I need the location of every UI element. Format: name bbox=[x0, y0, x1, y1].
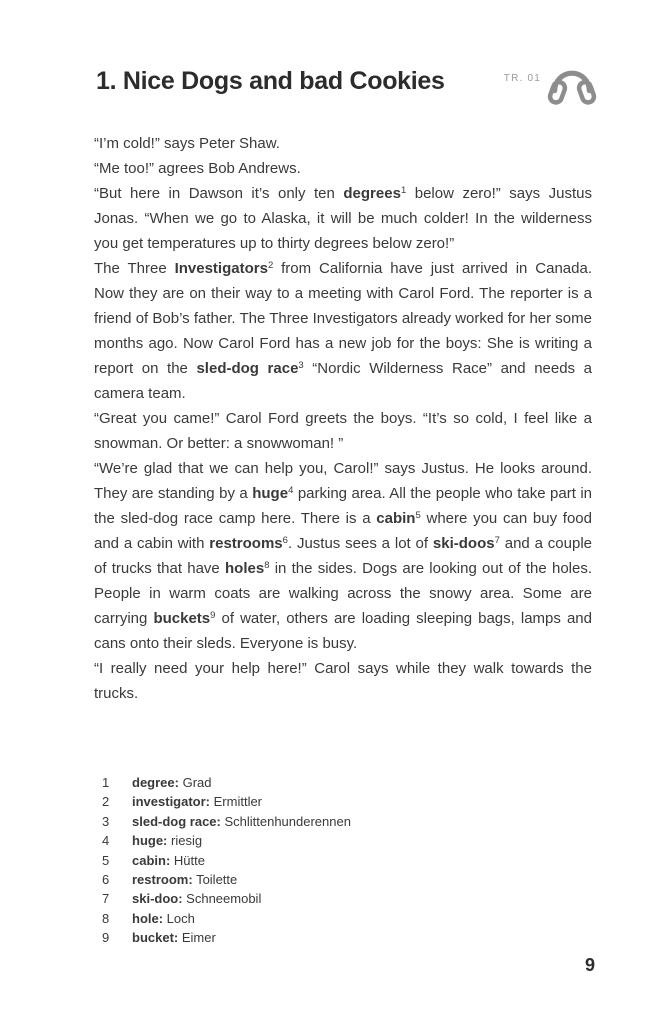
footnote-number: 4 bbox=[102, 833, 110, 849]
footnote-row bbox=[102, 889, 542, 908]
footnote-text: hole: Loch bbox=[132, 910, 195, 926]
footnote-number: 7 bbox=[102, 891, 110, 907]
footnote-text: degree: Grad bbox=[132, 775, 212, 790]
footnote-reference: 5 bbox=[415, 510, 421, 522]
headphones-icon bbox=[546, 54, 598, 108]
footnote-term: hole: bbox=[132, 910, 164, 926]
chapter-header bbox=[96, 54, 598, 108]
footnote-row bbox=[102, 792, 542, 811]
footnote-term: investigator: bbox=[132, 794, 211, 810]
footnote-number: 6 bbox=[102, 872, 110, 888]
footnote-row bbox=[102, 870, 542, 889]
footnote-reference: 4 bbox=[288, 485, 294, 497]
track-label: TR. 01 bbox=[503, 72, 541, 84]
footnote-number: 8 bbox=[102, 910, 110, 926]
footnote-term: sled-dog race: bbox=[132, 813, 221, 829]
footnote-term: restroom: bbox=[132, 872, 193, 888]
body-paragraph: “I really need your help here!” Carol says while they walk towards the trucks. bbox=[94, 660, 592, 702]
chapter-title: 1. Nice Dogs and bad Cookies bbox=[96, 67, 445, 95]
footnote-row bbox=[102, 909, 542, 928]
footnote-term: ski-doo: bbox=[132, 891, 183, 907]
body-paragraph: The Three Investigators$^2$ from California have just arrived in Canada. Now they are on their way to a meeting with Carol Ford. The reporter is a friend of Bob’s father. The Three Investigators already worked for her some months ago. Now Carol Ford has a new job for the boys: She is writing a report on the sled-dog race$^3$ “Nordic Wilderness Race” and needs a camera team. bbox=[94, 260, 592, 402]
footnote-row bbox=[102, 928, 542, 947]
body-paragraph: “I’m cold!” says Peter Shaw. bbox=[94, 135, 280, 152]
footnote-text: bucket: Eimer bbox=[132, 930, 216, 946]
footnote-term: degree: bbox=[132, 775, 179, 790]
body-paragraph: “Great you came!” Carol Ford greets the boys. “It’s so cold, I feel like a snowman. Or better: a snowwoman! ” bbox=[94, 410, 592, 452]
footnote-number: 2 bbox=[102, 794, 110, 810]
body-paragraph: “But here in Dawson it’s only ten degrees$^1$ below zero!” says Justus Jonas. “When we go to Alaska, it will be much colder! In the wilderness you get temperatures up to thirty degrees below zero!” bbox=[94, 185, 592, 252]
footnote-number: 3 bbox=[102, 813, 110, 829]
footnote-term: bucket: bbox=[132, 930, 179, 946]
footnote-reference: 8 bbox=[264, 560, 270, 572]
footnote-text: ski-doo: Schneemobil bbox=[132, 891, 262, 907]
footnote-row bbox=[102, 831, 542, 850]
page-number: 9 bbox=[585, 955, 596, 975]
footnote-reference: 7 bbox=[494, 535, 500, 547]
footnote-reference: 2 bbox=[267, 260, 274, 272]
body-paragraph: “Me too!” agrees Bob Andrews. bbox=[94, 160, 301, 177]
footnote-text: huge: riesig bbox=[132, 833, 203, 849]
footnote-text: investigator: Ermittler bbox=[132, 794, 263, 810]
footnote-row bbox=[102, 851, 542, 870]
footnote-term: huge: bbox=[132, 833, 168, 849]
footnote-reference: 9 bbox=[210, 610, 216, 622]
footnote-reference: 3 bbox=[298, 360, 304, 372]
footnote-reference: 6 bbox=[282, 535, 288, 547]
footnote-term: cabin: bbox=[132, 852, 171, 868]
footnote-number: 1 bbox=[102, 775, 110, 790]
footnote-text: restroom: Toilette bbox=[132, 872, 238, 888]
body-paragraph: “We’re glad that we can help you, Carol!” says Justus. He looks around. They are standing by a huge$^4$ parking area. All the people who take part in the sled-dog race camp here. There is a cabin$^5$ where you can buy food and a cabin with restrooms$^6$. Justus sees a lot of ski-doos$^7$ and a couple of trucks that have holes$^8$ in the sides. Dogs are looking out of the holes. People in warm coats are walking across the snowy area. Some are carrying buckets$^9$ of water, others are loading sleeping bags, lamps and cans onto their sleds. Everyone is busy. bbox=[94, 460, 593, 652]
footnote-reference: 1 bbox=[400, 185, 407, 197]
body-text bbox=[94, 131, 592, 706]
footnote-text: cabin: Hütte bbox=[132, 852, 205, 868]
footnote-number: 9 bbox=[102, 930, 110, 946]
footnotes-list bbox=[102, 773, 542, 948]
footnote-row bbox=[102, 812, 542, 831]
footnote-number: 5 bbox=[102, 852, 110, 868]
footnote-text: sled-dog race: Schlittenhunderennen bbox=[132, 813, 351, 829]
footnote-row bbox=[102, 773, 542, 792]
audio-track-indicator bbox=[504, 54, 598, 108]
